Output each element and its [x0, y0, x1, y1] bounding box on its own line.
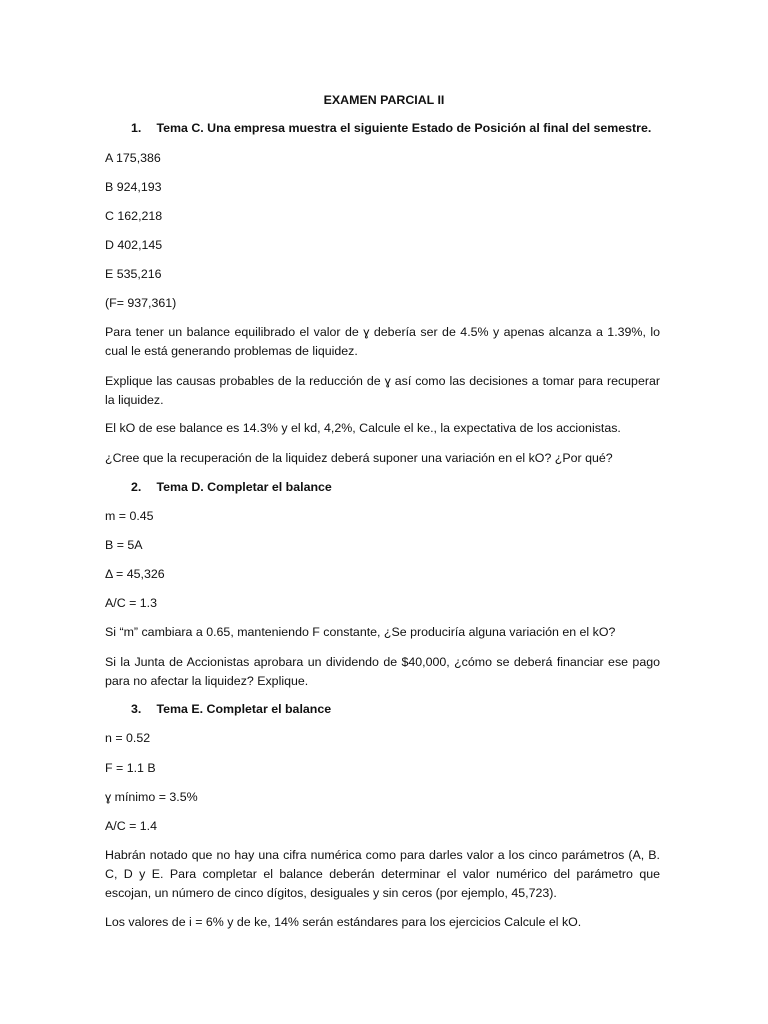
section-2-item: Δ = 45,326 — [105, 567, 165, 581]
section-2-item: m = 0.45 — [105, 509, 154, 523]
section-1-item: D 402,145 — [105, 238, 163, 252]
section-1-paragraph-2: la liquidez. — [105, 393, 164, 407]
section-1-item: A 175,386 — [105, 151, 161, 165]
section-1-paragraph-4: ¿Cree que la recuperación de la liquidez deberá suponer una variación en el kO? ¿Por qué? — [105, 451, 613, 465]
section-1-item: (F= 937,361) — [105, 296, 177, 310]
section-3-heading: 3. Tema E. Completar el balance — [131, 702, 332, 716]
section-2-item: B = 5A — [105, 538, 143, 552]
section-1-paragraph-2: Explique las causas probables de la reducción de ɣ así como las decisiones a tomar para recuperar — [105, 374, 660, 388]
section-3-item: ɣ mínimo = 3.5% — [105, 790, 198, 804]
section-3-item: n = 0.52 — [105, 731, 151, 745]
section-3-paragraph-2: Los valores de i = 6% y de ke, 14% serán estándares para los ejercicios Calcule el kO. — [105, 915, 582, 929]
section-1-paragraph-1: Para tener un balance equilibrado el valor de ɣ debería ser de 4.5% y apenas alcanza a 1.39%, lo — [105, 325, 660, 339]
section-1-item: B 924,193 — [105, 180, 162, 194]
section-2-paragraph-1: Si “m” cambiara a 0.65, manteniendo F constante, ¿Se produciría alguna variación en el kO? — [105, 625, 616, 639]
section-3-paragraph-1: escojan, un número de cinco dígitos, desiguales y sin ceros (por ejemplo, 45,723). — [105, 886, 557, 900]
section-1-paragraph-1: cual le está generando problemas de liquidez. — [105, 344, 358, 358]
section-3-paragraph-1: C, D y E. Para completar el balance deberán determinar el valor numérico del parámetro que — [105, 867, 660, 881]
section-3-item: F = 1.1 B — [105, 761, 156, 775]
section-1-paragraph-3: El kO de ese balance es 14.3% y el kd, 4,2%, Calcule el ke., la expectativa de los accionistas. — [105, 421, 621, 435]
section-2-paragraph-2: para no afectar la liquidez? Explique. — [105, 674, 309, 688]
section-3-paragraph-1: Habrán notado que no hay una cifra numérica como para darles valor a los cinco parámetros (A, B. — [105, 848, 660, 862]
exam-title: EXAMEN PARCIAL II — [323, 93, 445, 107]
section-2-item: A/C = 1.3 — [105, 596, 158, 610]
section-2-heading: 2. Tema D. Completar el balance — [131, 480, 332, 494]
section-3-item: A/C = 1.4 — [105, 819, 158, 833]
section-1-heading: 1. Tema C. Una empresa muestra el siguiente Estado de Posición al final del semestre. — [131, 121, 652, 135]
section-2-paragraph-2: Si la Junta de Accionistas aprobara un dividendo de $40,000, ¿cómo se deberá financiar ese pago — [105, 655, 660, 669]
section-1-item: C 162,218 — [105, 209, 163, 223]
section-1-item: E 535,216 — [105, 267, 162, 281]
